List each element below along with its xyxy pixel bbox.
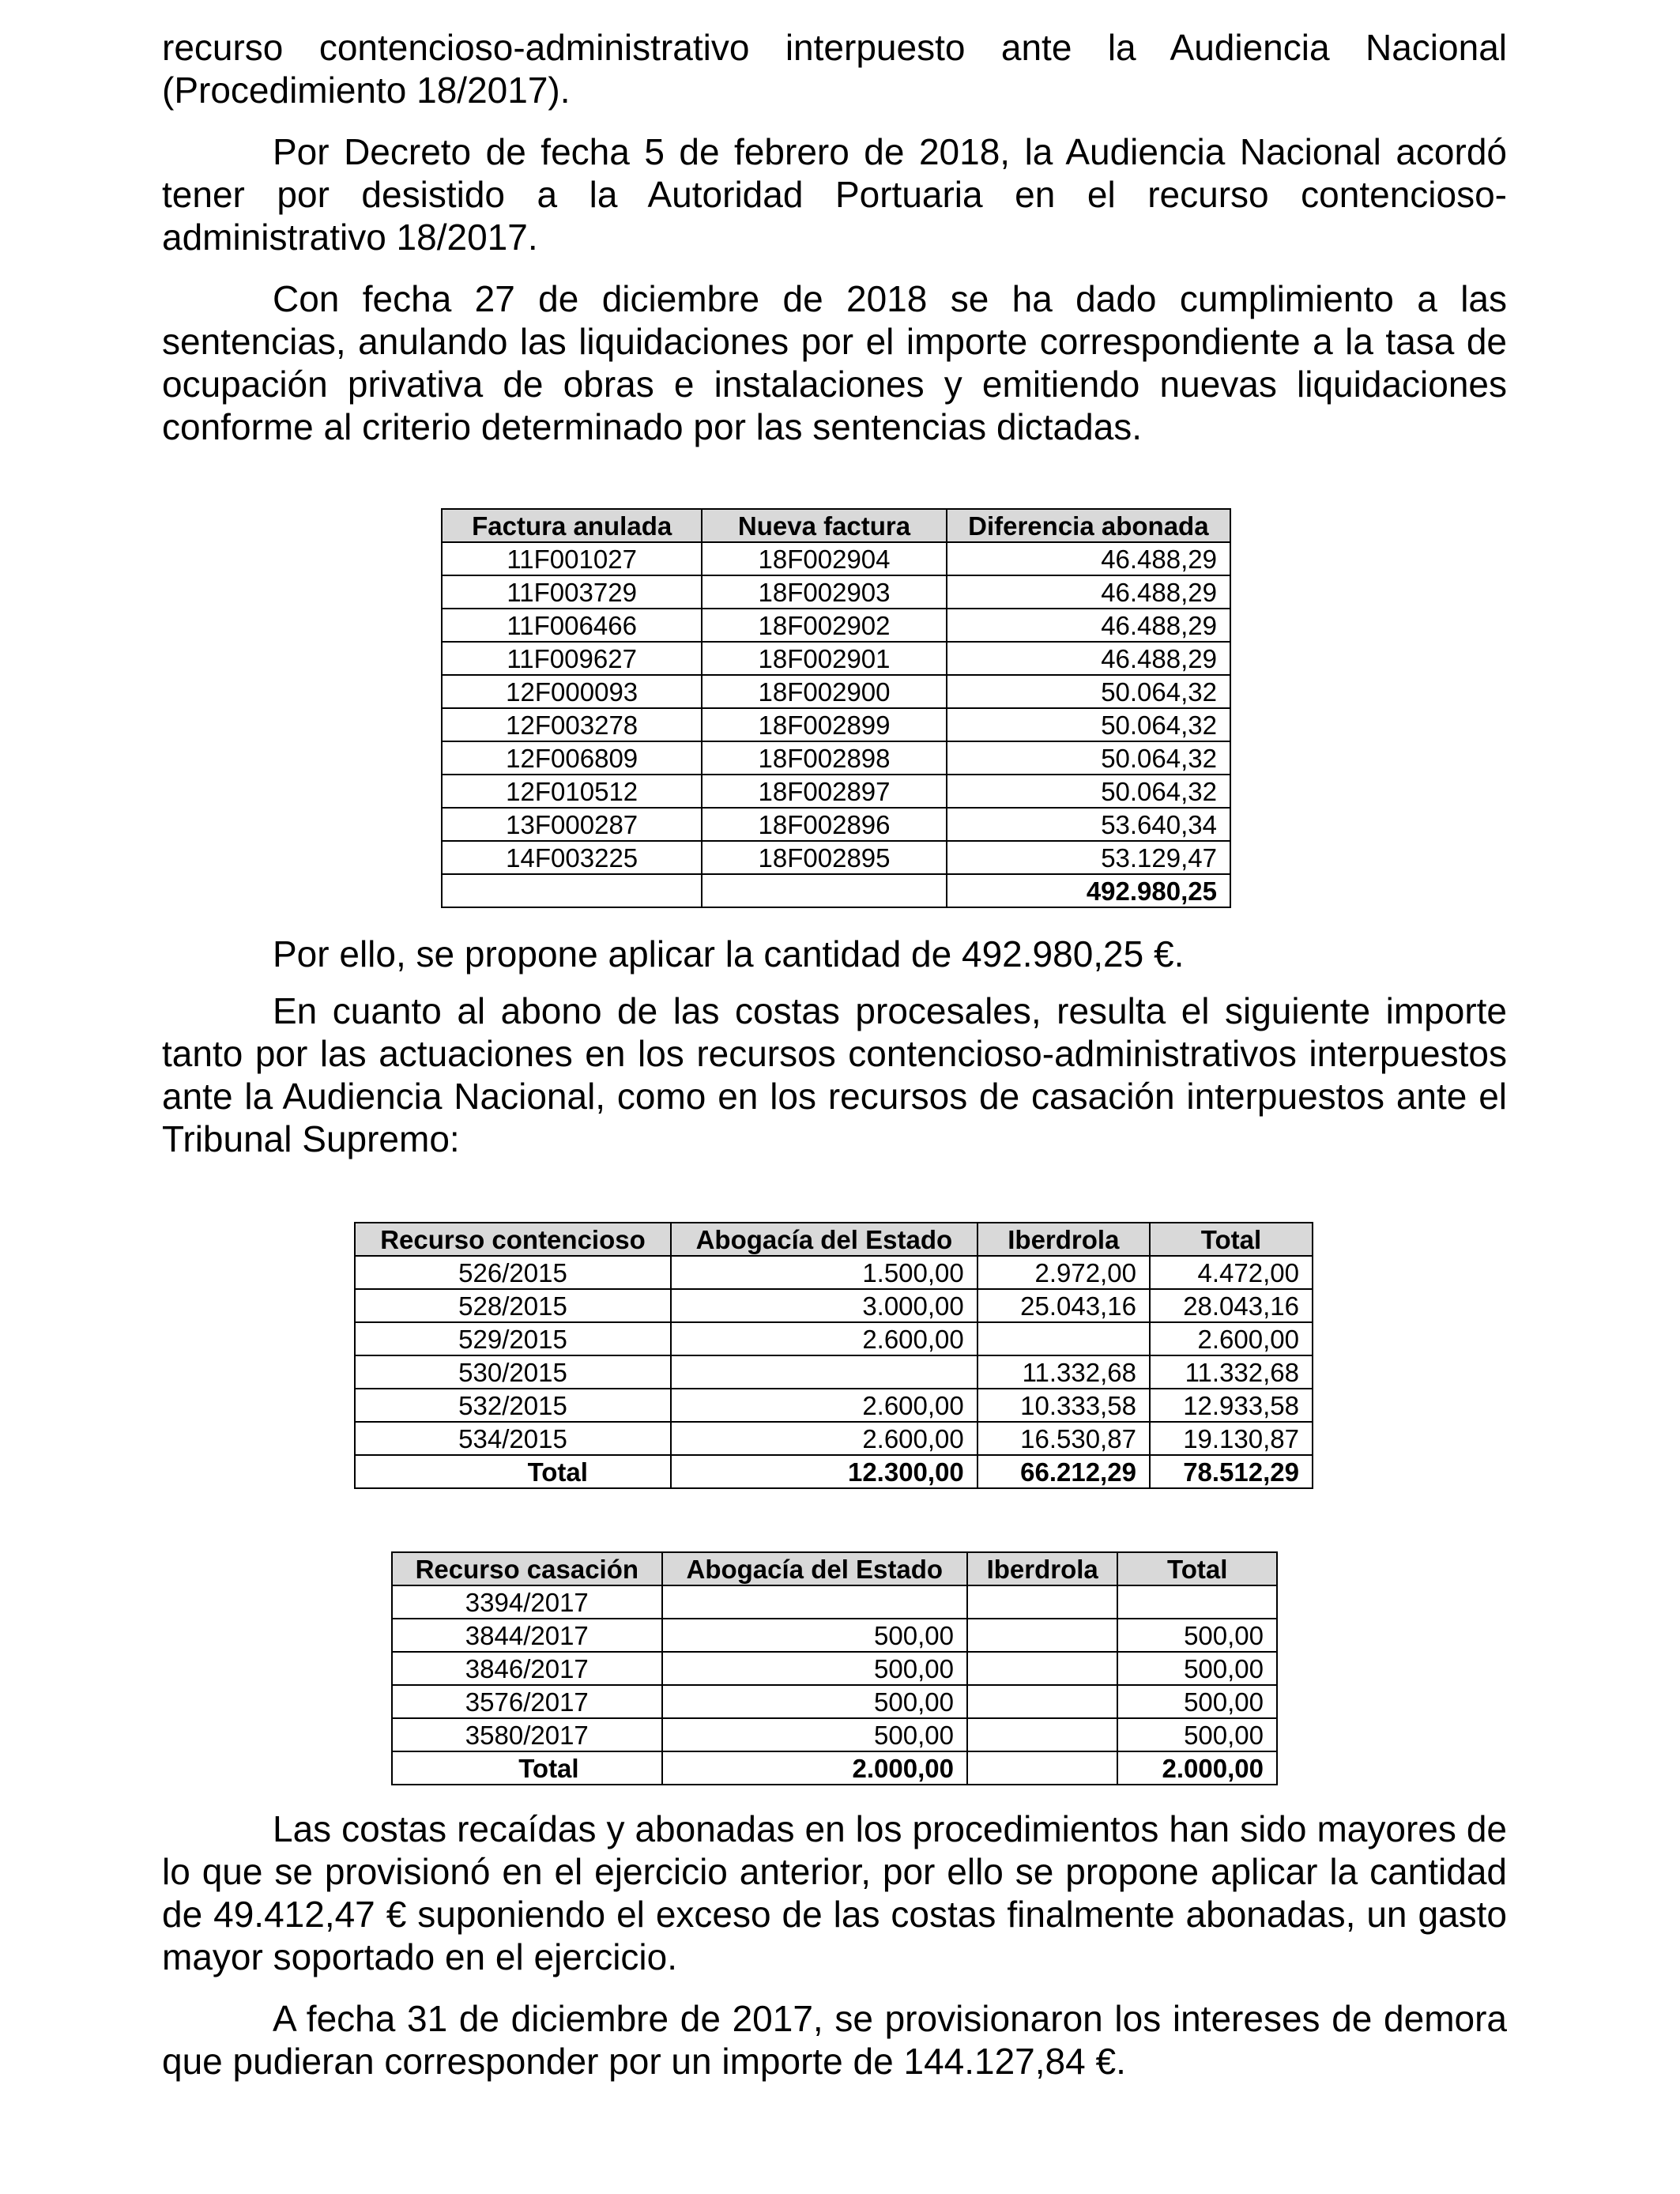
table-row — [355, 1355, 1313, 1389]
table-cell: 14F003225 — [442, 841, 702, 874]
table-cell — [967, 1685, 1117, 1718]
table-cell: 50.064,32 — [947, 775, 1230, 808]
table-cell: 3844/2017 — [392, 1619, 662, 1652]
table-cell: 2.972,00 — [977, 1256, 1150, 1289]
table-total-row — [442, 874, 1230, 907]
table-cell: 3.000,00 — [671, 1289, 977, 1322]
table-cell: 50.064,32 — [947, 708, 1230, 741]
column-header: Abogacía del Estado — [662, 1552, 967, 1585]
contencioso-table — [354, 1222, 1313, 1489]
table-cell: 534/2015 — [355, 1422, 671, 1455]
table-row — [355, 1256, 1313, 1289]
table-cell — [662, 1585, 967, 1619]
column-header: Nueva factura — [702, 509, 946, 542]
table-row — [442, 642, 1230, 675]
table-header-row — [355, 1223, 1313, 1256]
column-header: Total — [1150, 1223, 1313, 1256]
table-cell: 11F003729 — [442, 575, 702, 609]
table-cell: 11F006466 — [442, 609, 702, 642]
table-row — [442, 708, 1230, 741]
table-cell: 12F003278 — [442, 708, 702, 741]
table-header-row — [442, 509, 1230, 542]
table-cell — [967, 1619, 1117, 1652]
table-cell: 528/2015 — [355, 1289, 671, 1322]
table-row — [442, 609, 1230, 642]
table-cell: 13F000287 — [442, 808, 702, 841]
table-row — [442, 841, 1230, 874]
column-header: Abogacía del Estado — [671, 1223, 977, 1256]
table-cell: 18F002897 — [702, 775, 946, 808]
table-total-cell: Total — [355, 1455, 671, 1488]
column-header: Iberdrola — [967, 1552, 1117, 1585]
table-cell: 12F006809 — [442, 741, 702, 775]
casacion-table — [391, 1551, 1278, 1785]
table-cell: 2.600,00 — [671, 1422, 977, 1455]
table-cell: 530/2015 — [355, 1355, 671, 1389]
table-cell — [967, 1585, 1117, 1619]
table-cell: 500,00 — [1117, 1652, 1277, 1685]
table-row — [392, 1619, 1277, 1652]
table-cell: 18F002899 — [702, 708, 946, 741]
table-cell — [1117, 1585, 1277, 1619]
table-header-row — [392, 1552, 1277, 1585]
table-total-cell — [442, 874, 702, 907]
table-cell: 1.500,00 — [671, 1256, 977, 1289]
table-cell: 11F001027 — [442, 542, 702, 575]
table-total-cell — [967, 1751, 1117, 1785]
column-header: Factura anulada — [442, 509, 702, 542]
invoices-table — [441, 508, 1231, 908]
table-cell: 500,00 — [662, 1619, 967, 1652]
paragraph-7: A fecha 31 de diciembre de 2017, se provisionaron los intereses de demora que pudieran corresponder por un importe de 144.127,84 €. — [162, 1998, 1507, 2082]
table-cell: 50.064,32 — [947, 741, 1230, 775]
table-cell — [977, 1322, 1150, 1355]
table-cell: 500,00 — [662, 1685, 967, 1718]
table-cell: 11.332,68 — [1150, 1355, 1313, 1389]
table-row — [442, 675, 1230, 708]
table-cell: 46.488,29 — [947, 642, 1230, 675]
column-header: Recurso casación — [392, 1552, 662, 1585]
table-cell: 2.600,00 — [671, 1322, 977, 1355]
table-total-row — [392, 1751, 1277, 1785]
table-row — [355, 1422, 1313, 1455]
table-cell: 18F002898 — [702, 741, 946, 775]
table-cell: 500,00 — [662, 1652, 967, 1685]
table-cell: 19.130,87 — [1150, 1422, 1313, 1455]
table-cell: 11F009627 — [442, 642, 702, 675]
table-cell: 53.129,47 — [947, 841, 1230, 874]
table-cell: 2.600,00 — [1150, 1322, 1313, 1355]
table-cell: 500,00 — [662, 1718, 967, 1751]
table-cell: 500,00 — [1117, 1718, 1277, 1751]
column-header: Total — [1117, 1552, 1277, 1585]
table-row — [442, 775, 1230, 808]
table-total-cell: 2.000,00 — [1117, 1751, 1277, 1785]
table-cell: 16.530,87 — [977, 1422, 1150, 1455]
paragraph-6: Las costas recaídas y abonadas en los procedimientos han sido mayores de lo que se provisionó en el ejercicio anterior, por ello se propone aplicar la cantidad de 49.412,47 € suponiendo el exceso de las costas finalmente abonadas, un gasto mayor soportado en el ejercicio. — [162, 1808, 1507, 1977]
paragraph-4: Por ello, se propone aplicar la cantidad de 492.980,25 €. — [273, 933, 1185, 974]
column-header: Diferencia abonada — [947, 509, 1230, 542]
table-cell — [967, 1718, 1117, 1751]
table-cell: 46.488,29 — [947, 542, 1230, 575]
table-total-cell: 2.000,00 — [662, 1751, 967, 1785]
table-cell: 11.332,68 — [977, 1355, 1150, 1389]
paragraph-2: Por Decreto de fecha 5 de febrero de 2018, la Audiencia Nacional acordó tener por desistido a la Autoridad Portuaria en el recurso contencioso-administrativo 18/2017. — [162, 131, 1507, 258]
table-cell: 3580/2017 — [392, 1718, 662, 1751]
table-total-cell: 492.980,25 — [947, 874, 1230, 907]
table-cell: 3846/2017 — [392, 1652, 662, 1685]
column-header: Recurso contencioso — [355, 1223, 671, 1256]
table-cell: 28.043,16 — [1150, 1289, 1313, 1322]
table-row — [442, 808, 1230, 841]
paragraph-5: En cuanto al abono de las costas procesales, resulta el siguiente importe tanto por las actuaciones en los recursos contencioso-administrativos interpuestos ante la Audiencia Nacional, como en los recursos de casación interpuestos ante el Tribunal Supremo: — [162, 990, 1507, 1159]
table-cell: 12F010512 — [442, 775, 702, 808]
table-cell: 12F000093 — [442, 675, 702, 708]
table-row — [355, 1289, 1313, 1322]
table-total-cell: 66.212,29 — [977, 1455, 1150, 1488]
table-row — [442, 575, 1230, 609]
table-cell — [671, 1355, 977, 1389]
table-cell: 46.488,29 — [947, 575, 1230, 609]
table-cell: 18F002895 — [702, 841, 946, 874]
table-row — [392, 1585, 1277, 1619]
table-total-cell: Total — [392, 1751, 662, 1785]
table-cell: 2.600,00 — [671, 1389, 977, 1422]
table-cell: 3394/2017 — [392, 1585, 662, 1619]
table-cell: 4.472,00 — [1150, 1256, 1313, 1289]
table-cell: 18F002904 — [702, 542, 946, 575]
table-row — [392, 1652, 1277, 1685]
table-cell: 18F002901 — [702, 642, 946, 675]
table-cell: 526/2015 — [355, 1256, 671, 1289]
table-row — [442, 741, 1230, 775]
table-row — [355, 1389, 1313, 1422]
table-cell: 532/2015 — [355, 1389, 671, 1422]
table-cell: 3576/2017 — [392, 1685, 662, 1718]
table-total-cell: 78.512,29 — [1150, 1455, 1313, 1488]
table-cell: 500,00 — [1117, 1619, 1277, 1652]
table-total-row — [355, 1455, 1313, 1488]
table-cell — [967, 1652, 1117, 1685]
table-cell: 500,00 — [1117, 1685, 1277, 1718]
table-cell: 25.043,16 — [977, 1289, 1150, 1322]
table-row — [442, 542, 1230, 575]
table-total-cell: 12.300,00 — [671, 1455, 977, 1488]
table-cell: 12.933,58 — [1150, 1389, 1313, 1422]
table-total-cell — [702, 874, 946, 907]
table-row — [355, 1322, 1313, 1355]
table-cell: 50.064,32 — [947, 675, 1230, 708]
table-cell: 529/2015 — [355, 1322, 671, 1355]
table-cell: 18F002902 — [702, 609, 946, 642]
column-header: Iberdrola — [977, 1223, 1150, 1256]
table-row — [392, 1685, 1277, 1718]
table-cell: 53.640,34 — [947, 808, 1230, 841]
table-cell: 18F002903 — [702, 575, 946, 609]
table-cell: 10.333,58 — [977, 1389, 1150, 1422]
table-cell: 46.488,29 — [947, 609, 1230, 642]
paragraph-3: Con fecha 27 de diciembre de 2018 se ha dado cumplimiento a las sentencias, anulando las liquidaciones por el importe correspondiente a la tasa de ocupación privativa de obras e instalaciones y emitiendo nuevas liquidaciones conforme al criterio determinado por las sentencias dictadas. — [162, 278, 1507, 447]
table-cell: 18F002896 — [702, 808, 946, 841]
table-row — [392, 1718, 1277, 1751]
table-cell: 18F002900 — [702, 675, 946, 708]
paragraph-1: recurso contencioso-administrativo interpuesto ante la Audiencia Nacional (Procedimiento 18/2017). — [162, 27, 1507, 111]
